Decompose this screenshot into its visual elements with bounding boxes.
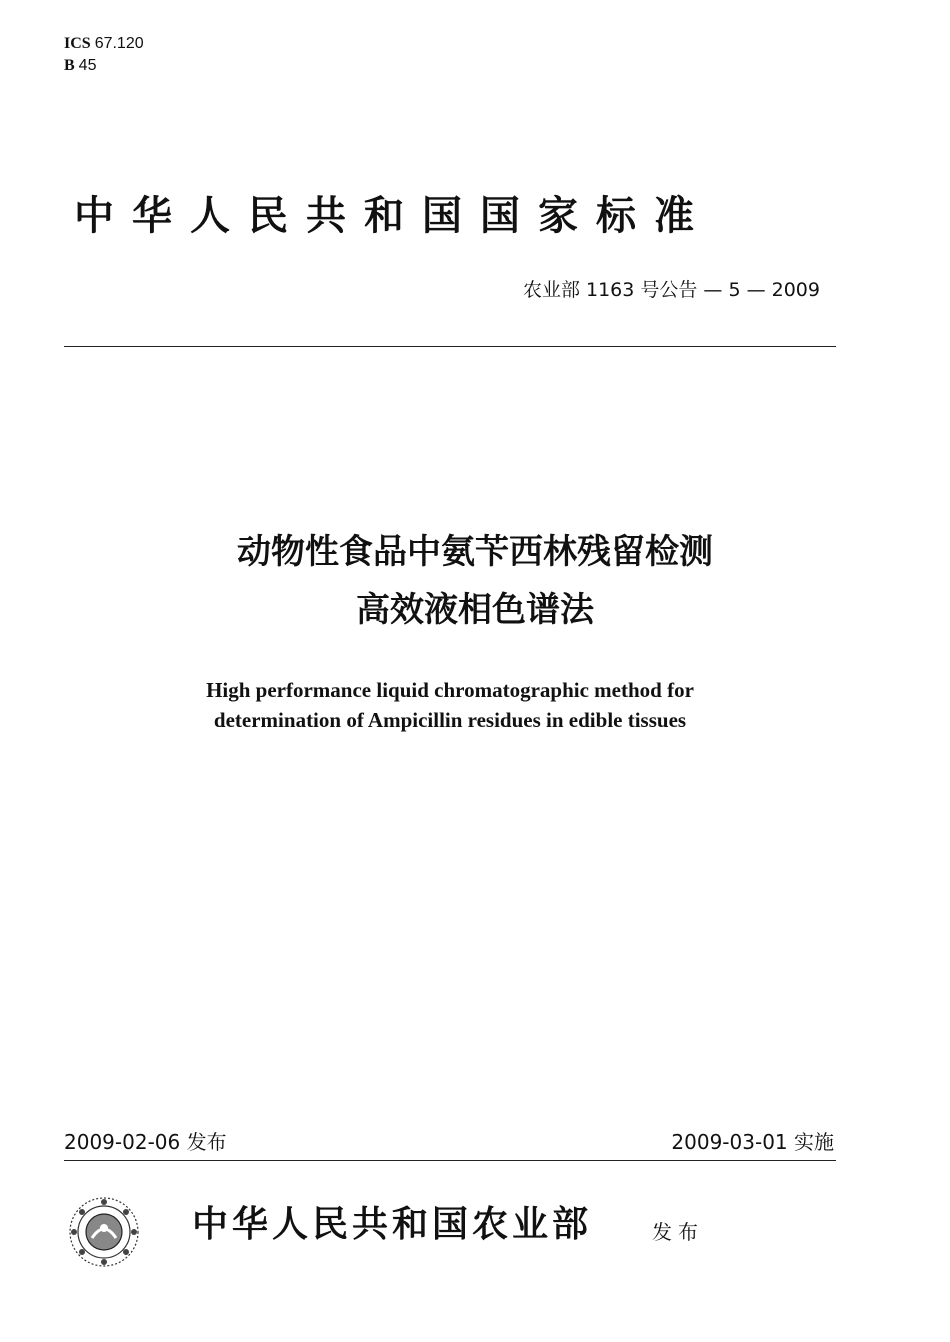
ccs-code (64, 56, 96, 76)
publisher-name: 中华人民共和国农业部 (192, 1203, 593, 1245)
issue-date: 2009-02-06 发布 (64, 1130, 227, 1154)
title-cn-line2: 高效液相色谱法 (356, 590, 594, 630)
ministry-emblem-icon (64, 1194, 144, 1270)
ccs-value: 45 (78, 57, 97, 74)
ccs-label: B (64, 57, 75, 74)
standard-number: 农业部 1163 号公告 — 5 — 2009 (522, 279, 820, 301)
implementation-date: 2009-03-01 实施 (671, 1130, 834, 1154)
title-cn-line1: 动物性食品中氨苄西林残留检测 (237, 532, 713, 572)
ics-value: 67.120 (94, 35, 144, 52)
title-en-line2: determination of Ampicillin residues in edible tissues (213, 708, 687, 732)
header-divider (64, 346, 836, 347)
publisher-suffix: 发布 (652, 1220, 704, 1244)
title-en-line1: High performance liquid chromatographic method for (206, 678, 694, 702)
ics-label: ICS (64, 35, 91, 52)
footer-divider (64, 1160, 836, 1161)
ics-code (64, 34, 144, 54)
national-standard-title: 中华人民共和国国家标准 (74, 193, 712, 239)
